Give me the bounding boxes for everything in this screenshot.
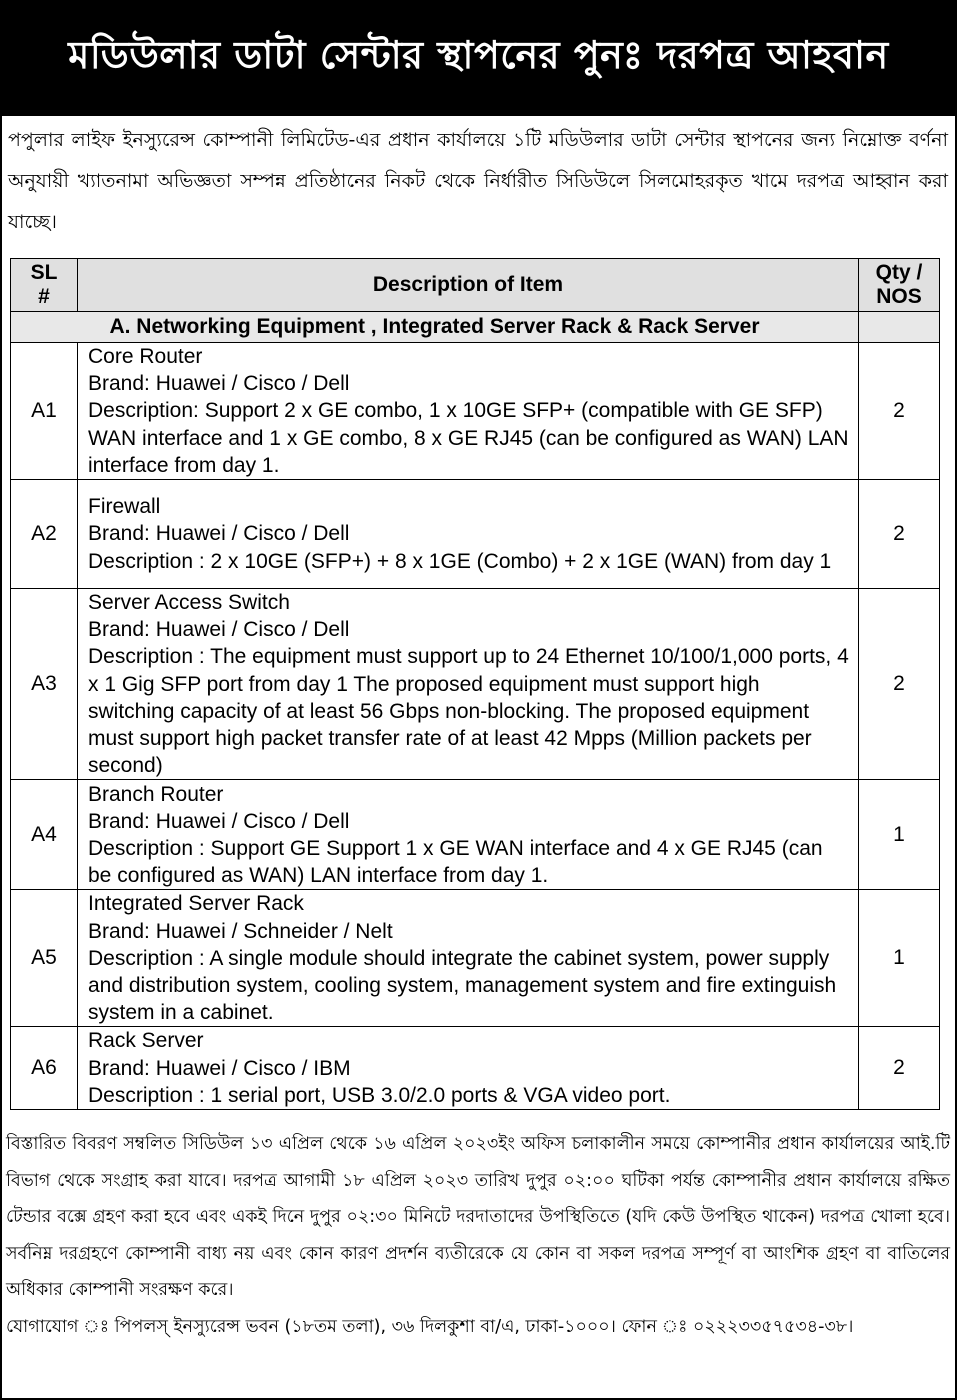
item-name: Rack Server: [88, 1029, 204, 1053]
contact-line: যোগাযোগ ঃ পিপলস্ ইনস্যুরেন্স ভবন (১৮তম তলা), ৩৬ দিলকুশা বা/এ, ঢাকা-১০০০। ফোন ঃ ০২২২৩৩৫৭৫৩৪-৩৮।: [6, 1316, 854, 1337]
table-row: [11, 480, 940, 589]
row-description: [78, 1027, 859, 1110]
row-description: [78, 890, 859, 1027]
items-table: [10, 258, 940, 1110]
row-description: [78, 480, 859, 589]
item-brand: Brand: Huawei / Cisco / Dell: [88, 522, 350, 546]
row-sl: A4: [11, 780, 78, 890]
schedule-details: বিস্তারিত বিবরণ সম্বলিত সিডিউল ১৩ এপ্রিল থেকে ১৬ এপ্রিল ২০২৩ইং অফিস চলাকালীন সময়ে কোম্পানীর প্রধান কার্যালয়ের আই.টি বিভাগ থেকে সংগ্রাহ করা যাবে। দরপত্র আগামী ১৮ এপ্রিল ২০২৩ তারিখ দুপুর ০২:০০ ঘটিকা পর্যন্ত কোম্পানীর প্রধান কার্যালয়ে রক্ষিত টেন্ডার বক্সে গ্রহণ করা হবে এবং একই দিনে দুপুর ০২:৩০ মিনিটে দরদাতাদের উপস্থিতিতে (যদি কেউ উপস্থিত থাকেন) দরপত্র খোলা হবে। সর্বনিম্ন দরগ্রহণে কোম্পানী বাধ্য নয় এবং কোন কারণ প্রদর্শন ব্যতীরেকে যে কোন বা সকল দরপত্র সম্পূর্ণ বা আংশিক গ্রহণ বা বাতিলের অধিকার কোম্পানী সংরক্ষণ করে।: [6, 1134, 950, 1300]
notice-title: মডিউলার ডাটা সেন্টার স্থাপনের পুনঃ দরপত্র আহবান: [68, 33, 889, 77]
table-header-row: [11, 259, 940, 312]
item-brand: Brand: Huawei / Cisco / IBM: [88, 1056, 351, 1080]
item-name: Firewall: [88, 495, 161, 519]
table-row: [11, 890, 940, 1027]
notice-title-banner: [0, 0, 957, 116]
item-brand: Brand: Huawei / Schneider / Nelt: [88, 919, 393, 943]
item-spec: Description : 1 serial port, USB 3.0/2.0 ports & VGA video port.: [88, 1083, 671, 1107]
row-sl: A6: [11, 1027, 78, 1110]
section-a-title: A. Networking Equipment , Integrated Server Rack & Rack Server: [11, 312, 859, 343]
item-name: Server Access Switch: [88, 591, 290, 615]
footer-notes: [6, 1126, 950, 1345]
item-spec: Description : 2 x 10GE (SFP+) + 8 x 1GE (Combo) + 2 x 1GE (WAN) from day 1: [88, 549, 832, 573]
row-sl: A1: [11, 343, 78, 480]
item-name: Integrated Server Rack: [88, 892, 304, 916]
row-qty: 2: [859, 480, 940, 589]
intro-paragraph: পপুলার লাইফ ইনস্যুরেন্স কোম্পানী লিমিটেড-এর প্রধান কার্যালয়ে ১টি মডিউলার ডাটা সেন্টার স্থাপনের জন্য নিম্নোক্ত বর্ণনা অনুযায়ী খ্যাতনামা অভিজ্ঞতা সম্পন্ন প্রতিষ্ঠানের নিকট থেকে নির্ধারীত সিডিউলে সিলমোহরকৃত খামে দরপত্র আহ্বান করা যাচ্ছে।: [8, 129, 948, 233]
row-qty: 1: [859, 780, 940, 890]
row-sl: A3: [11, 589, 78, 780]
header-sl: SL #: [11, 259, 78, 312]
item-brand: Brand: Huawei / Cisco / Dell: [88, 618, 350, 642]
item-spec: Description : Support GE Support 1 x GE WAN interface and 4 x GE RJ45 (can be configured as WAN) LAN interface from day 1.: [88, 836, 823, 888]
row-description: [78, 343, 859, 480]
item-name: Branch Router: [88, 782, 224, 806]
table-row: [11, 780, 940, 890]
row-qty: 2: [859, 589, 940, 780]
row-qty: 2: [859, 1027, 940, 1110]
item-brand: Brand: Huawei / Cisco / Dell: [88, 809, 350, 833]
item-spec: Description : A single module should integrate the cabinet system, power supply and distribution system, cooling system, management system and fire extinguish system in a cabinet.: [88, 946, 837, 1025]
row-qty: 2: [859, 343, 940, 480]
item-name: Core Router: [88, 345, 203, 368]
header-qty: Qty / NOS: [859, 259, 940, 312]
item-brand: Brand: Huawei / Cisco / Dell: [88, 372, 350, 396]
table-row: [11, 589, 940, 780]
row-qty: 1: [859, 890, 940, 1027]
row-sl: A5: [11, 890, 78, 1027]
header-description: Description of Item: [78, 259, 859, 312]
item-spec: Description: Support 2 x GE combo, 1 x 10GE SFP+ (compatible with GE SFP) WAN interface and 1 x GE combo, 8 x GE RJ45 (can be configured as WAN) LAN interface from day 1.: [88, 399, 849, 477]
item-spec: Description : The equipment must support up to 24 Ethernet 10/100/1,000 ports, 4 x 1 Gig SFP port from day 1 The proposed equipment must support high switching capacity of at least 56 Gbps non-blocking. The proposed equipment must support high packet transfer rate of at least 42 Mpps (Million packets per second): [88, 645, 849, 778]
table-row: [11, 1027, 940, 1110]
row-sl: A2: [11, 480, 78, 589]
row-description: [78, 589, 859, 780]
table-row: [11, 343, 940, 480]
section-row: [11, 312, 940, 343]
row-description: [78, 780, 859, 890]
